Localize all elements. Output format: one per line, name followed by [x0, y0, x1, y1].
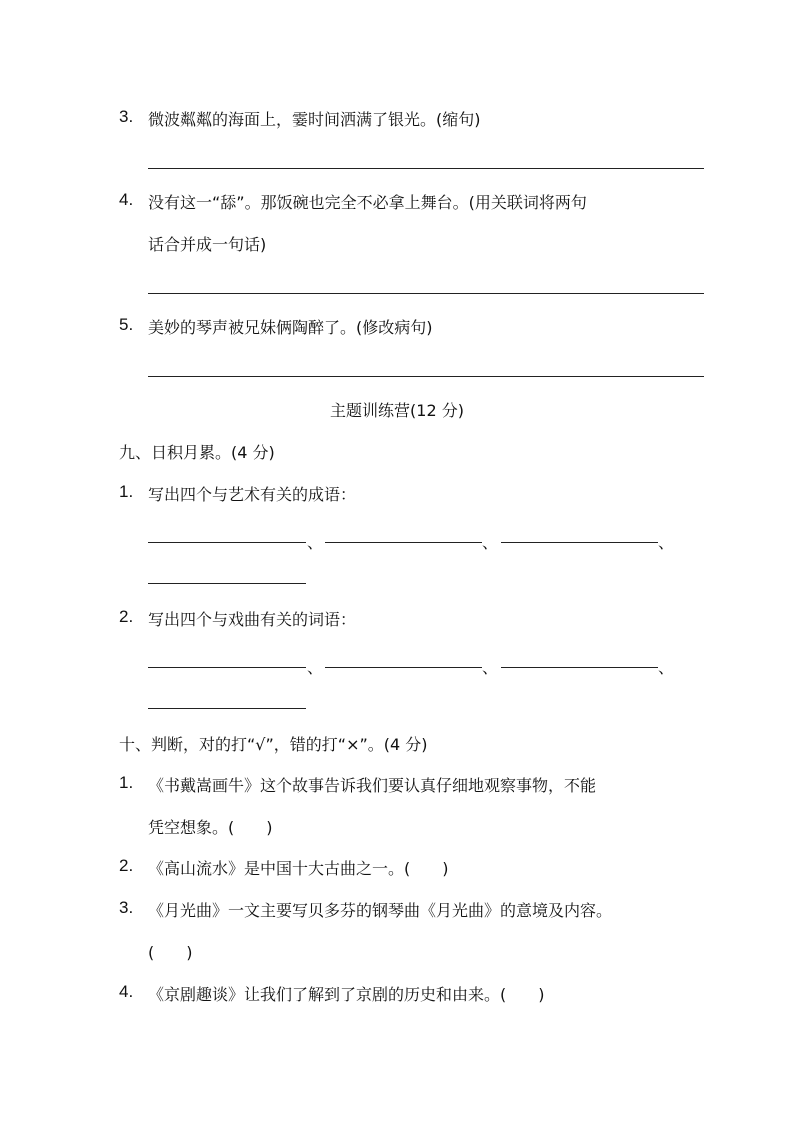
- separator: 、: [307, 658, 324, 677]
- question-text: 美妙的琴声被兄妹俩陶醉了。(修改病句): [148, 318, 433, 337]
- answer-blank[interactable]: [501, 667, 658, 668]
- question-text: 写出四个与戏曲有关的词语：: [148, 610, 357, 629]
- separator: 、: [482, 658, 499, 677]
- question-number: 3.: [119, 898, 134, 917]
- separator: 、: [482, 533, 499, 552]
- answer-blank[interactable]: [148, 708, 306, 709]
- answer-line[interactable]: [148, 376, 704, 377]
- theme-heading: 主题训练营(12 分): [330, 401, 464, 420]
- question-number: 2.: [119, 607, 134, 626]
- answer-blank[interactable]: [148, 667, 306, 668]
- question-number: 2.: [119, 856, 134, 875]
- question-text-continued[interactable]: 凭空想象。( ): [148, 818, 273, 837]
- question-number: 1.: [119, 482, 134, 501]
- answer-line[interactable]: [148, 168, 704, 169]
- question-text: 《月光曲》一文主要写贝多芬的钢琴曲《月光曲》的意境及内容。: [148, 901, 613, 920]
- question-number: 4.: [119, 982, 134, 1001]
- question-number: 3.: [119, 107, 134, 126]
- section-title: 九、日积月累。(4 分): [119, 443, 275, 462]
- answer-blank[interactable]: [325, 667, 482, 668]
- question-text: 没有这一“舔”。那饭碗也完全不必拿上舞台。(用关联词将两句: [148, 193, 587, 212]
- section-title: 十、判断，对的打“√”，错的打“×”。(4 分): [119, 735, 428, 754]
- answer-blank[interactable]: [148, 542, 306, 543]
- question-text: 《书戴嵩画牛》这个故事告诉我们要认真仔细地观察事物，不能: [148, 776, 597, 795]
- question-text-continued: 话合并成一句话): [148, 235, 267, 254]
- separator: 、: [307, 533, 324, 552]
- question-number: 4.: [119, 190, 134, 209]
- question-text[interactable]: 《京剧趣谈》让我们了解到了京剧的历史和由来。( ): [148, 985, 545, 1004]
- question-number: 5.: [119, 315, 134, 334]
- question-number: 1.: [119, 773, 134, 792]
- answer-line[interactable]: [148, 293, 704, 294]
- answer-parentheses[interactable]: ( ): [148, 943, 193, 962]
- separator: 、: [658, 533, 675, 552]
- separator: 、: [658, 658, 675, 677]
- answer-blank[interactable]: [148, 583, 306, 584]
- question-text: 写出四个与艺术有关的成语：: [148, 485, 357, 504]
- answer-blank[interactable]: [325, 542, 482, 543]
- question-text: 微波粼粼的海面上，霎时间洒满了银光。(缩句): [148, 110, 481, 129]
- answer-blank[interactable]: [501, 542, 658, 543]
- question-text[interactable]: 《高山流水》是中国十大古曲之一。( ): [148, 859, 449, 878]
